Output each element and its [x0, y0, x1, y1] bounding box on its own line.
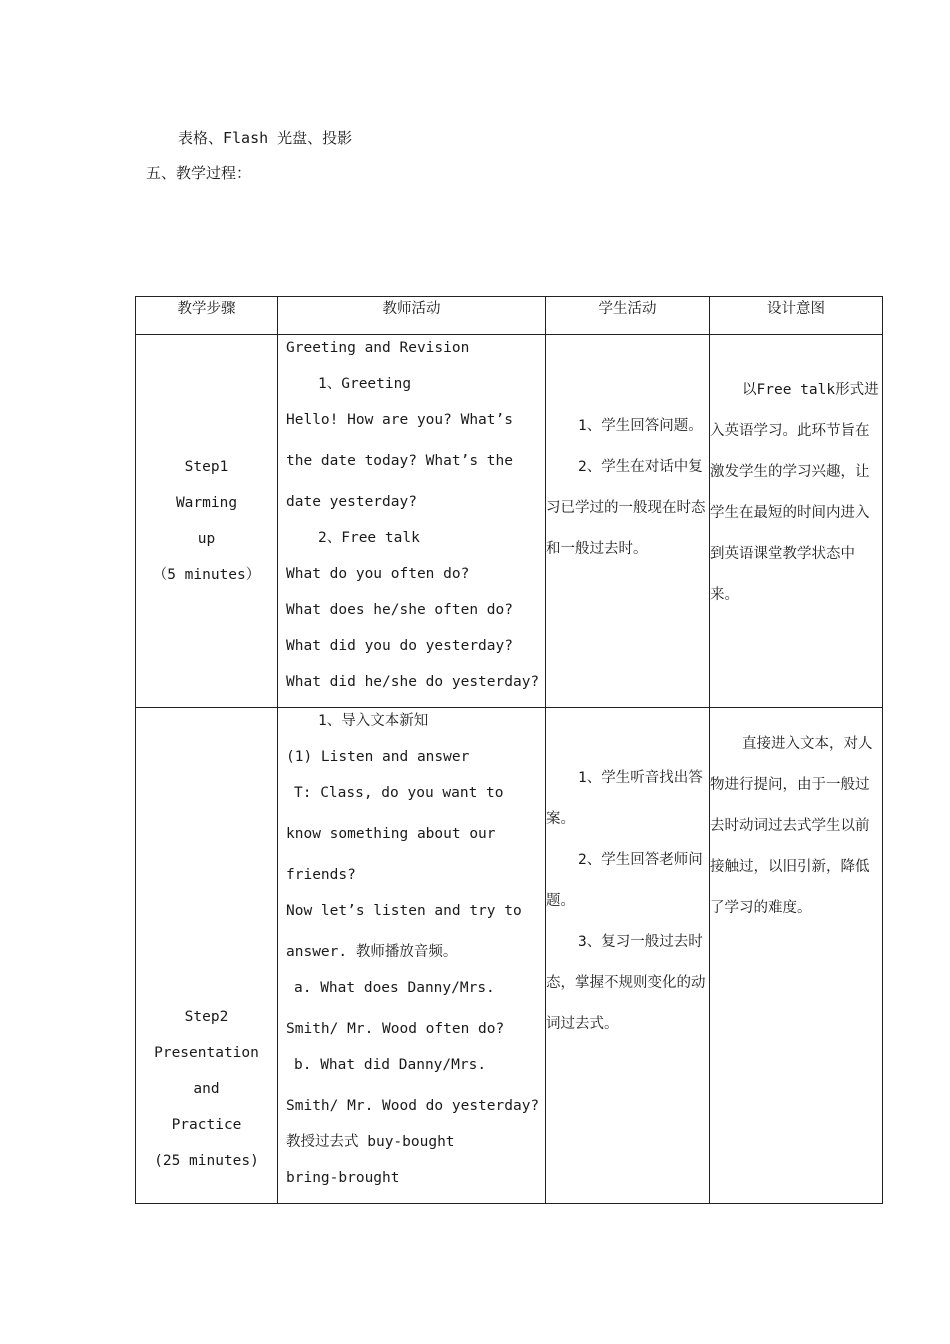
header-step: 教学步骤: [136, 297, 278, 335]
teacher-line: (1) Listen and answer: [286, 749, 470, 765]
teacher-line: What do you often do?: [286, 566, 470, 582]
step-label: and: [193, 1081, 220, 1097]
student-activity-cell: [546, 708, 710, 1204]
teaching-process-table: [135, 296, 883, 1204]
teacher-line: bring-brought: [286, 1170, 400, 1186]
student-activity-item: 2、学生在对话中复习已学过的一般现在时态和一般过去时。: [546, 459, 706, 557]
teacher-line: 1、Greeting: [318, 376, 412, 392]
design-intent-cell: [710, 335, 883, 708]
step-cell: [136, 335, 278, 708]
materials-line: 表格、Flash 光盘、投影: [178, 129, 353, 147]
student-activity-item: 1、学生听音找出答案。: [546, 770, 703, 827]
step-label: Practice: [171, 1117, 242, 1133]
teacher-activity-cell: [278, 335, 546, 708]
header-teacher-activity: 教师活动: [278, 297, 546, 335]
table-row: [136, 708, 883, 1204]
teacher-line: the date today? What’s the: [286, 453, 513, 469]
design-intent-text: 直接进入文本，对人物进行提问，由于一般过去时动词过去式学生以前接触过，以旧引新，降低了学习的难度。: [710, 736, 873, 916]
teacher-line: What did he/she do yesterday?: [286, 674, 540, 690]
design-intent-text: 以Free talk形式进入英语学习。此环节旨在激发学生的学习兴趣，让学生在最短的时间内进入到英语课堂教学状态中来。: [710, 382, 879, 603]
teacher-line: Now let’s listen and try to: [286, 903, 522, 919]
student-activity-item: 1、学生回答问题。: [578, 418, 703, 434]
student-activity-cell: [546, 335, 710, 708]
step-label: Step2: [184, 1009, 229, 1025]
teacher-line: Smith/ Mr. Wood do yesterday?: [286, 1098, 540, 1114]
teacher-line: 教授过去式 buy-bought: [286, 1134, 455, 1150]
teacher-line: 2、Free talk: [318, 530, 420, 546]
teacher-line: 1、导入文本新知: [318, 713, 429, 729]
teacher-line: answer. 教师播放音频。: [286, 944, 458, 960]
step-duration: (25 minutes): [154, 1153, 259, 1169]
teacher-line: What does he/she often do?: [286, 602, 513, 618]
teacher-line: What did you do yesterday?: [286, 638, 513, 654]
student-activity-item: 2、学生回答老师问题。: [546, 852, 703, 909]
design-intent-cell: [710, 708, 883, 1204]
header-student-activity: 学生活动: [546, 297, 710, 335]
teacher-activity-cell: [278, 708, 546, 1204]
step-cell: [136, 708, 278, 1204]
teacher-line: Smith/ Mr. Wood often do?: [286, 1021, 505, 1037]
teacher-line: b. What did Danny/Mrs.: [294, 1057, 487, 1073]
table-header-row: [136, 297, 883, 335]
teacher-line: T: Class, do you want to: [294, 785, 504, 801]
step-label: Presentation: [154, 1045, 259, 1061]
step-duration: （5 minutes）: [152, 567, 261, 583]
teacher-line: a. What does Danny/Mrs.: [294, 980, 495, 996]
section-heading: 五、教学过程：: [146, 164, 252, 182]
teacher-line: date yesterday?: [286, 494, 417, 510]
table-row: [136, 335, 883, 708]
header-design-intent: 设计意图: [710, 297, 883, 335]
step-label: Step1: [184, 459, 229, 475]
step-label: Warming: [175, 495, 238, 511]
step-label: up: [197, 531, 216, 547]
student-activity-item: 3、复习一般过去时态，掌握不规则变化的动词过去式。: [546, 934, 706, 1032]
teacher-line: Greeting and Revision: [286, 340, 470, 356]
teacher-line: Hello! How are you? What’s: [286, 412, 513, 428]
teacher-line: friends?: [286, 867, 356, 883]
teacher-line: know something about our: [286, 826, 496, 842]
